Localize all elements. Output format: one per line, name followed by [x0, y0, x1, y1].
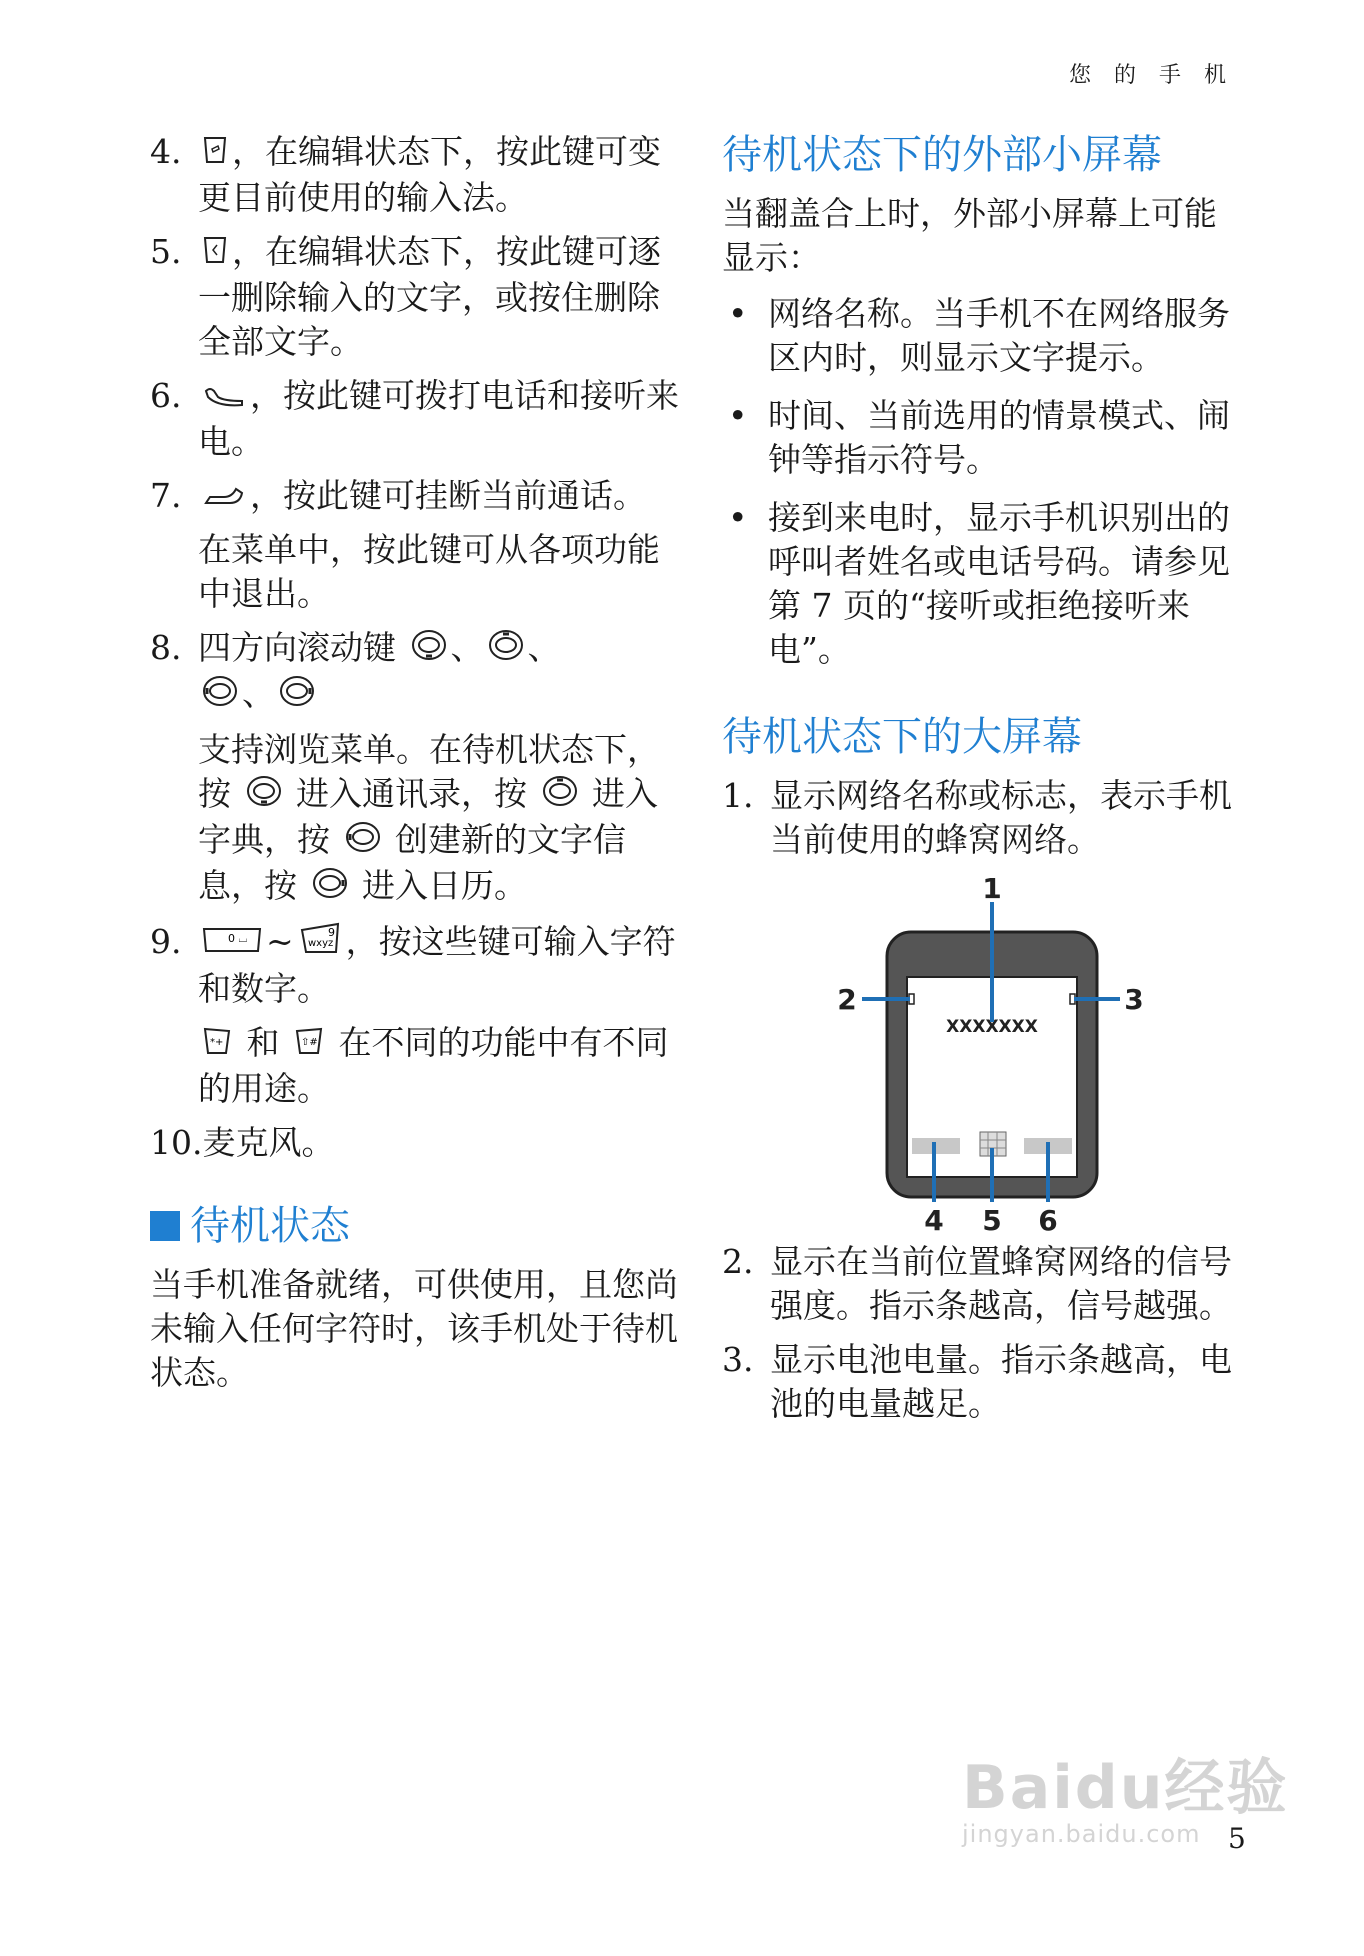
- svg-text:9: 9: [327, 925, 335, 939]
- network-name-text: XXXXXXX: [946, 1017, 1038, 1037]
- bullet-dot-icon: •: [728, 396, 748, 435]
- separator: 、: [527, 628, 561, 667]
- left-column: [150, 130, 680, 1407]
- bullet-item: • 接到来电时，显示手机识别出的呼叫者姓名或电话号码。请参见第 7 页的“接听或拒绝接听来电”。: [728, 498, 1230, 669]
- item-text: 和: [246, 1022, 280, 1062]
- bullet-dot-icon: •: [728, 498, 748, 537]
- item-text: 在不同的功能中有不同的用途。: [198, 1022, 669, 1108]
- tilde: ~: [266, 922, 294, 961]
- scroll-right-icon: [312, 866, 348, 910]
- separator: 、: [242, 674, 275, 713]
- list-item: [150, 626, 680, 910]
- item-number: 8.: [150, 628, 182, 667]
- page-header: 您 的 手 机: [1069, 63, 1234, 88]
- list-item: [150, 130, 680, 220]
- key-star-icon: [202, 1023, 232, 1067]
- call-key-icon: [202, 376, 246, 420]
- external-screen-intro: 当翻盖合上时，外部小屏幕上可能显示：: [722, 194, 1217, 277]
- list-item: [150, 920, 680, 1111]
- list-item: [722, 774, 1242, 862]
- item-text: ，在编辑状态下，按此键可变更目前使用的输入法。: [198, 132, 661, 217]
- list-item: [150, 230, 680, 364]
- item-number: 9.: [150, 922, 182, 961]
- list-item: [722, 1240, 1242, 1328]
- scroll-up-icon: [542, 774, 578, 818]
- key-hash-icon: [294, 1023, 324, 1067]
- callout-label-6: 6: [1038, 1204, 1058, 1232]
- end-key-icon: [202, 476, 246, 520]
- callout-label-1: 1: [982, 872, 1002, 905]
- item-text: 支持浏览菜单。在待机状态下，按: [198, 730, 660, 813]
- item-text: 显示电池电量。指示条越高，电池的电量越足。: [770, 1340, 1232, 1423]
- square-bullet-icon: [150, 1211, 180, 1241]
- item-number: 6.: [150, 376, 182, 415]
- svg-text:wxyz: wxyz: [307, 937, 333, 949]
- scroll-right-icon: [279, 674, 315, 718]
- standby-description: 当手机准备就绪，可供使用，且您尚未输入任何字符时，该手机处于待机状态。: [150, 1264, 678, 1392]
- watermark-url: jingyan.baidu.com: [962, 1820, 1201, 1848]
- svg-text:⇧#: ⇧#: [301, 1036, 318, 1048]
- bullet-item: • 时间、当前选用的情景模式、闹钟等指示符号。: [728, 396, 1230, 479]
- callout-label-5: 5: [982, 1204, 1002, 1232]
- item-text: ，按这些键可输入字符和数字。: [198, 922, 676, 1008]
- right-column: [722, 130, 1242, 1436]
- item-text: 显示在当前位置蜂窝网络的信号强度。指示条越高，信号越强。: [770, 1242, 1232, 1325]
- key-0-icon: [202, 922, 262, 966]
- item-text: 进入通讯录，按: [296, 774, 527, 813]
- watermark-brand: Baidu经验: [962, 1753, 1289, 1823]
- svg-text:0 ⌴: 0 ⌴: [228, 932, 248, 945]
- item-number: 2.: [722, 1242, 754, 1281]
- edit-key-icon: [202, 132, 228, 176]
- scroll-left-icon: [345, 820, 381, 864]
- item-extra-text: 在菜单中，按此键可从各项功能中退出。: [198, 530, 660, 613]
- item-text: ，按此键可拨打电话和接听来电。: [198, 376, 679, 461]
- item-number: 7.: [150, 476, 182, 515]
- list-item: [150, 474, 680, 616]
- scroll-left-icon: [202, 674, 238, 718]
- item-number: 5.: [150, 232, 182, 271]
- item-number: 4.: [150, 132, 182, 171]
- bullet-dot-icon: •: [728, 294, 748, 333]
- item-text: ，按此键可挂断当前通话。: [250, 476, 646, 515]
- item-number: 10.: [150, 1122, 203, 1162]
- external-screen-title: 待机状态下的外部小屏幕: [722, 132, 1162, 178]
- svg-text:*+: *+: [210, 1036, 224, 1048]
- list-item: [722, 1338, 1242, 1426]
- item-text: 显示网络名称或标志，表示手机当前使用的蜂窝网络。: [770, 776, 1232, 859]
- clear-key-icon: [202, 232, 228, 276]
- callout-label-4: 4: [924, 1204, 944, 1232]
- scroll-down-icon: [246, 774, 282, 818]
- item-text: ，在编辑状态下，按此键可逐一删除输入的文字，或按住删除全部文字。: [198, 232, 661, 361]
- item-number: 3.: [722, 1340, 754, 1379]
- phone-screen-diagram: [722, 872, 1242, 1232]
- item-text: 四方向滚动键: [198, 628, 396, 667]
- key-9-icon: [298, 922, 342, 967]
- callout-label-3: 3: [1124, 983, 1144, 1016]
- list-item: [150, 374, 680, 464]
- item-number: 1.: [722, 776, 754, 815]
- separator: 、: [450, 628, 484, 667]
- callout-label-2: 2: [837, 983, 857, 1016]
- main-screen-title: 待机状态下的大屏幕: [722, 714, 1082, 760]
- bullet-item: • 网络名称。当手机不在网络服务区内时，则显示文字提示。: [728, 294, 1230, 377]
- list-item: [150, 1121, 680, 1165]
- scroll-down-icon: [411, 628, 447, 672]
- item-text: 进入字典，按: [198, 774, 658, 859]
- item-text: 麦克风。: [202, 1122, 335, 1162]
- page-number: 5: [1228, 1822, 1246, 1855]
- standby-section-title: 待机状态: [150, 1201, 680, 1251]
- item-text: 进入日历。: [362, 866, 527, 905]
- scroll-up-icon: [488, 628, 524, 672]
- item-text: 创建新的文字信息，按: [198, 820, 626, 905]
